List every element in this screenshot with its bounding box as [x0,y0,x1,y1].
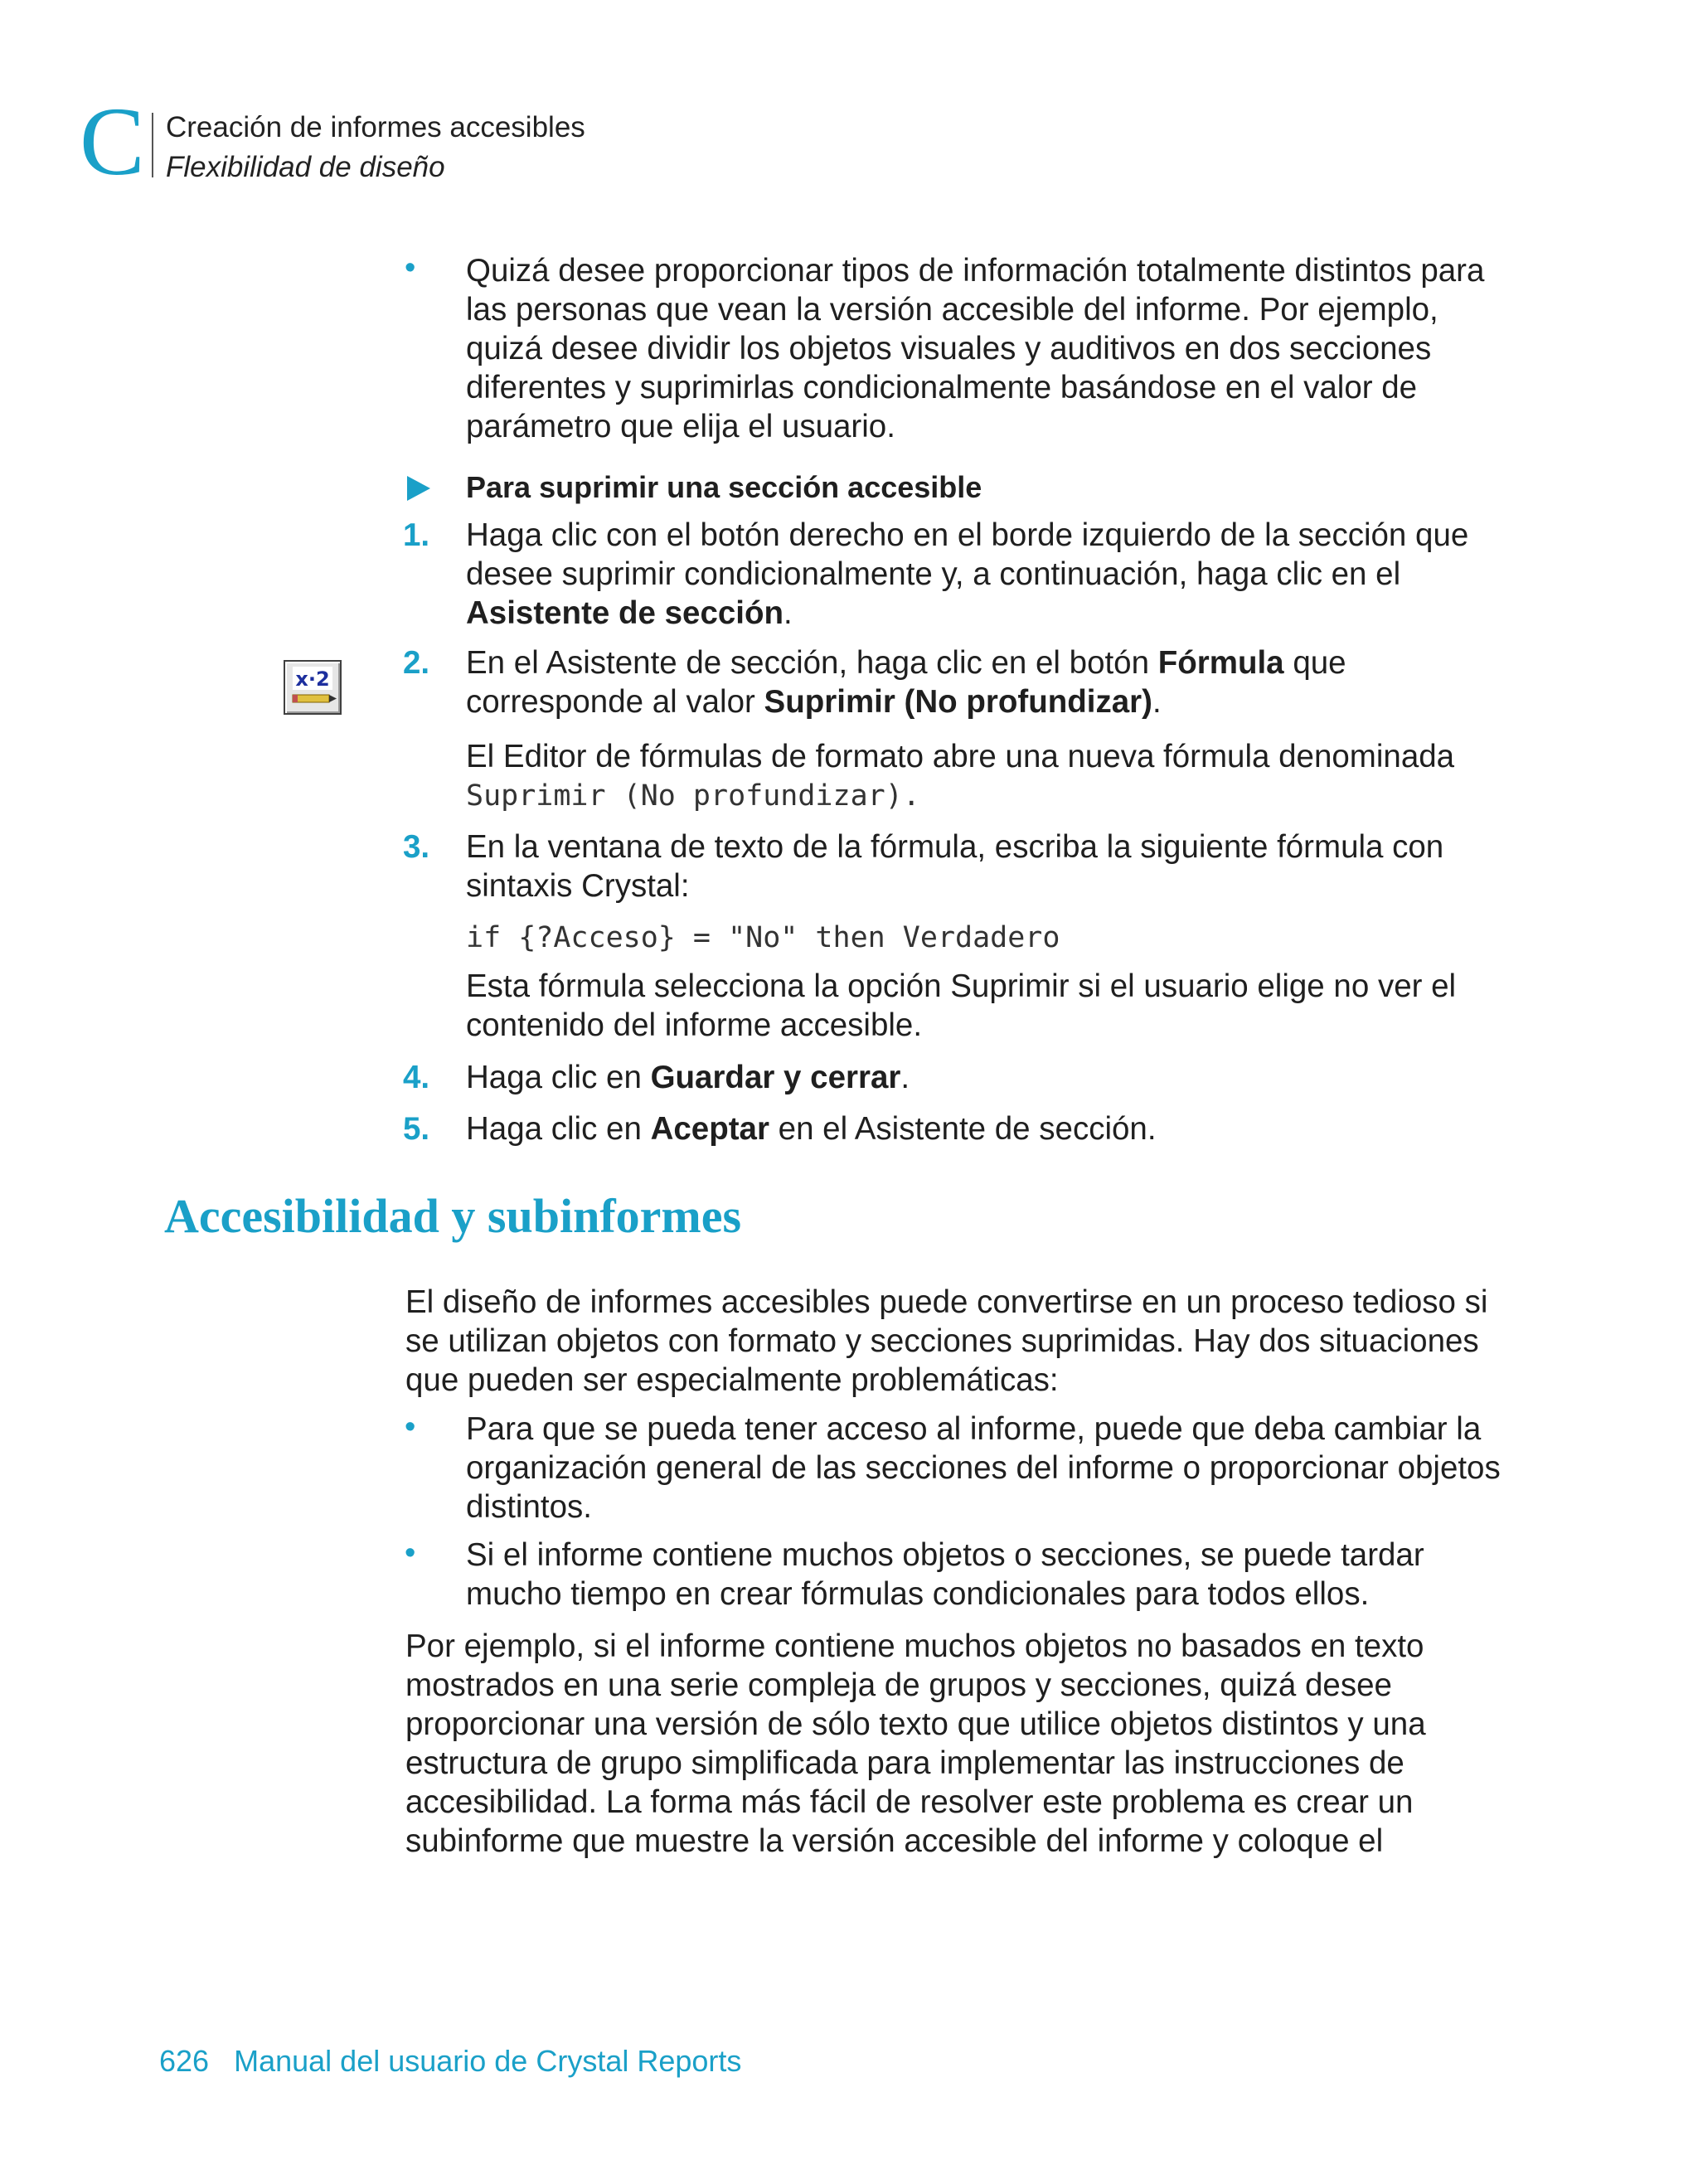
step-2-body-a: En el Asistente de sección, haga clic en el botón [466,645,1150,681]
bullet-marker: • [405,1536,416,1570]
procedure-arrow-icon [405,474,432,507]
page-number: 626 [159,2044,210,2078]
bullet-marker: • [405,1410,416,1444]
procedure-title: Para suprimir una sección accesible [466,470,982,504]
formula-icon-label: x·2 [295,667,330,691]
section-heading: Accesibilidad y subinformes [164,1189,742,1243]
chapter-letter: C [80,87,145,196]
step-number: 4. [403,1060,430,1095]
step-5-text [466,1109,1511,1148]
step-3-note: Esta fórmula selecciona la opción Suprimir si el usuario elige no ver el contenido del informe accesible. [466,968,1457,1043]
step-2-note-code: Suprimir (No profundizar). [466,779,920,813]
step-4-bold: Guardar y cerrar [650,1060,901,1095]
step-2-end: . [1152,684,1162,720]
manual-title: Manual del usuario de Crystal Reports [234,2044,742,2078]
step-1-bold: Asistente de sección [466,595,784,631]
step-5-bold: Aceptar [650,1111,769,1147]
section-paragraph: El diseño de informes accesibles puede convertirse en un proceso tedioso si se utilizan objetos con formato y secciones suprimidas. Hay dos situaciones que pueden ser especialmente problemáticas: [405,1284,1488,1398]
step-number: 2. [403,645,430,681]
intro-bullet-text: Quizá desee proporcionar tipos de información totalmente distintos para las personas que vean la versión accesible del informe. Por ejemplo, quizá desee dividir los objetos visuales y auditivos en dos secciones diferentes y suprimirlas condicionalmente basándose en el valor de parámetro que elija el usuario. [466,253,1485,444]
step-2-bold-a: Fórmula [1157,645,1284,681]
step-4-body: Haga clic en [466,1060,642,1095]
chapter-title: Creación de informes accesibles [166,111,585,143]
step-1-end: . [784,595,793,631]
step-2-text [466,643,1511,721]
section-subtitle: Flexibilidad de diseño [166,151,445,183]
step-3-text: En la ventana de texto de la fórmula, escriba la siguiente fórmula con sintaxis Crystal: [466,829,1444,904]
step-5-body: Haga clic en [466,1111,642,1147]
step-number: 5. [403,1111,430,1147]
page-footer [159,2043,741,2080]
step-1-body: Haga clic con el botón derecho en el borde izquierdo de la sección que desee suprimir condicionalmente y, a continuación, haga clic en el [466,517,1469,592]
formula-button-icon [284,660,342,715]
step-4-end: . [900,1060,910,1095]
step-2-body-b: que corresponde al valor [466,645,1346,720]
header-divider [152,113,153,177]
section-paragraph: Por ejemplo, si el informe contiene muchos objetos no basados en texto mostrados en una serie compleja de grupos y secciones, quizá desee proporcionar una versión de sólo texto que utilice objetos distintos y una estructura de grupo simplificada para implementar las instrucciones de accesibilidad. La forma más fácil de resolver este problema es crear un subinforme que muestre la versión accesible del informe y coloque el [405,1628,1426,1859]
step-4-text [466,1058,1511,1097]
step-number: 3. [403,829,430,865]
section-bullet-2: Si el informe contiene muchos objetos o secciones, se puede tardar mucho tiempo en crear fórmulas condicionales para todos ellos. [466,1537,1424,1612]
step-2-bold-b: Suprimir (No profundizar) [764,684,1152,720]
step-1-text [466,516,1511,633]
step-2-note: El Editor de fórmulas de formato abre una nueva fórmula denominada [466,739,1455,774]
step-number: 1. [403,517,430,553]
step-5-end: en el Asistente de sección. [778,1111,1157,1147]
section-bullet-1: Para que se pueda tener acceso al informe, puede que deba cambiar la organización general de las secciones del informe o proporcionar objetos distintos. [466,1411,1501,1525]
bullet-marker: • [405,250,416,285]
formula-code: if {?Acceso} = "No" then Verdadero [466,921,1060,954]
